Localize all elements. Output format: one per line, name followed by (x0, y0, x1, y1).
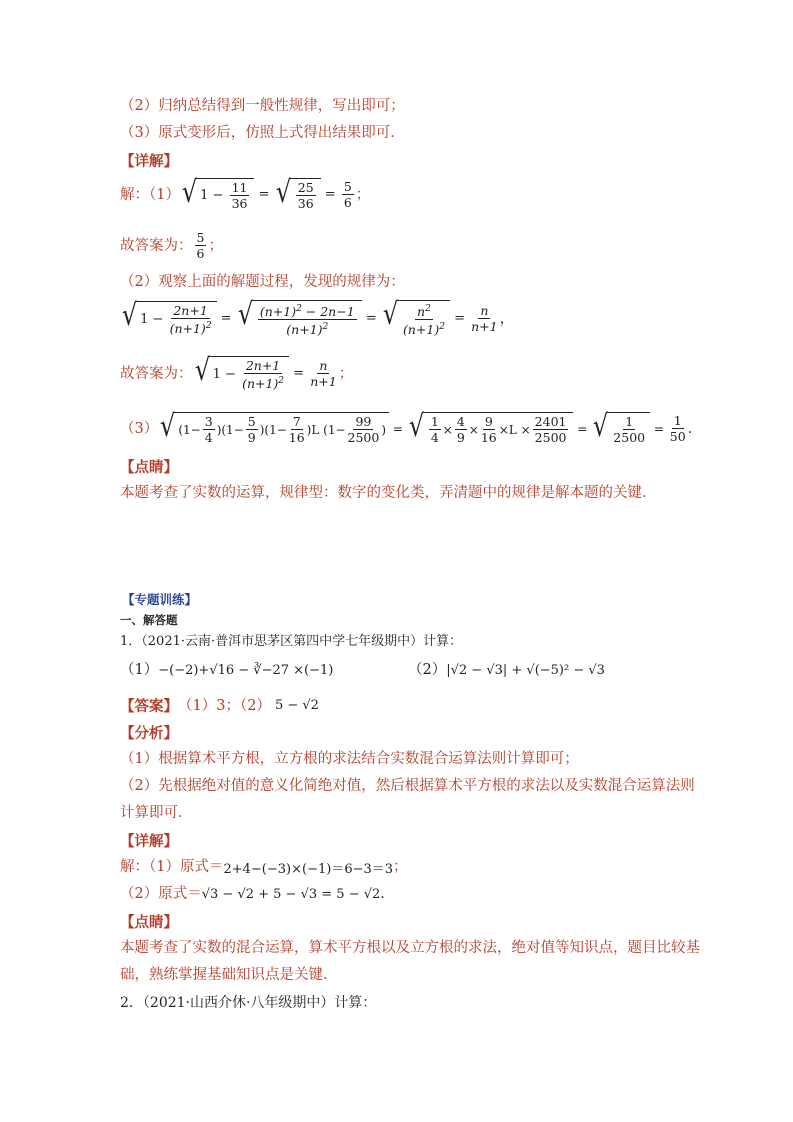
q1-point-header: 【点睛】 (120, 914, 178, 931)
detail-header: 【详解】 (120, 153, 178, 170)
q1-part1: （1） −(−2)+√16 − ∛−27 ×(−1) (120, 662, 334, 678)
q2-title: 2．（2021·山西介休·八年级期中）计算： (120, 995, 377, 1011)
topic-header: 【专题训练】 (122, 592, 198, 607)
answer-1: 故答案为： $\frac{5}{6}$ ； (120, 230, 223, 261)
answer-2: 故答案为： √ 1 − $\frac{2n+1}{(n+1)^2}$ = $\frac{n}{n+1}$ ； (120, 353, 354, 392)
q1-analysis-3: 计算即可． (120, 805, 193, 821)
analysis-item-3: （3）原式变形后，仿照上式得出结果即可． (120, 125, 405, 141)
q1-part2-math: |√2 − √3| + √(−5)² − √3 (446, 662, 605, 678)
observation-text: （2）观察上面的解题过程，发现的规律为： (120, 274, 405, 290)
rule-formula: √ 1 − $\frac{2n+1}{(n+1)^2}$ = √ $\frac{(n+1)^2 - 2n-1}{(n+1)^2}$ = √ $\frac{n^2}{(n+1)^2}$ = $\frac{n}{n+1}$ ， (121, 297, 515, 338)
solution-1-prefix: 解：（1） (120, 186, 180, 203)
q1-point-2: 础，熟练掌握基础知识点是关键． (120, 967, 338, 983)
point-header: 【点睛】 (120, 459, 178, 476)
q1-part1-math: −(−2)+√16 − ∛−27 ×(−1) (158, 662, 334, 678)
q1-part2: （2） |√2 − √3| + √(−5)² − √3 (408, 662, 605, 678)
q1-analysis-2: （2）先根据绝对值的意义化简绝对值，然后根据算术平方根的求法以及实数混合运算法则 (120, 778, 695, 794)
solution-3: （3） √ (1− $\frac{3}{4}$ )(1− $\frac{5}{9}$ )(1− $\frac{7}{16}$ ) L (1− $\frac{99}{2500}$ ) = √ $\frac{1}{4}$ × $\frac{4}{9}$ × $\frac{9}{16}$ × L × $\frac{2401}{2500}$ = √ $\frac{1}{2500}$ = $\frac{1}{50}$ ． (120, 409, 703, 445)
q1-detail-header: 【详解】 (120, 833, 178, 850)
section-title: 一、解答题 (120, 613, 178, 627)
solution-1-math: √ 1 − $\frac{11}{36}$ = √ $\frac{25}{36}$ = $\frac{5}{6}$ (181, 175, 352, 211)
q1-title: 1．（2021·云南·普洱市思茅区第四中学七年级期中）计算： (120, 634, 463, 649)
q1-analysis-1: （1）根据算术平方根，立方根的求法结合实数混合运算法则计算即可； (120, 751, 579, 767)
point-text: 本题考查了实数的运算，规律型：数字的变化类，弄清题中的规律是解本题的关键． (120, 485, 657, 501)
q1-answer: 【答案】 （1）3；（2） 5 − √2 (120, 697, 319, 715)
q1-point-1: 本题考查了实数的混合运算，算术平方根以及立方根的求法，绝对值等知识点，题目比较基 (120, 940, 700, 956)
q1-detail-1: 解：（1）原式＝ 2+4−(−3)×(−1)＝6−3＝3 ； (120, 859, 408, 877)
q1-analysis-header: 【分析】 (120, 725, 178, 742)
solution-1: 解：（1） √ 1 − $\frac{11}{36}$ = √ $\frac{25}{36}$ = $\frac{5}{6}$ ； (120, 175, 371, 211)
analysis-item-2: （2）归纳总结得到一般性规律，写出即可； (120, 98, 405, 114)
q1-detail-2: （2）原式＝ √3 − √2 + 5 − √3 = 5 − √2 ． (120, 886, 395, 902)
